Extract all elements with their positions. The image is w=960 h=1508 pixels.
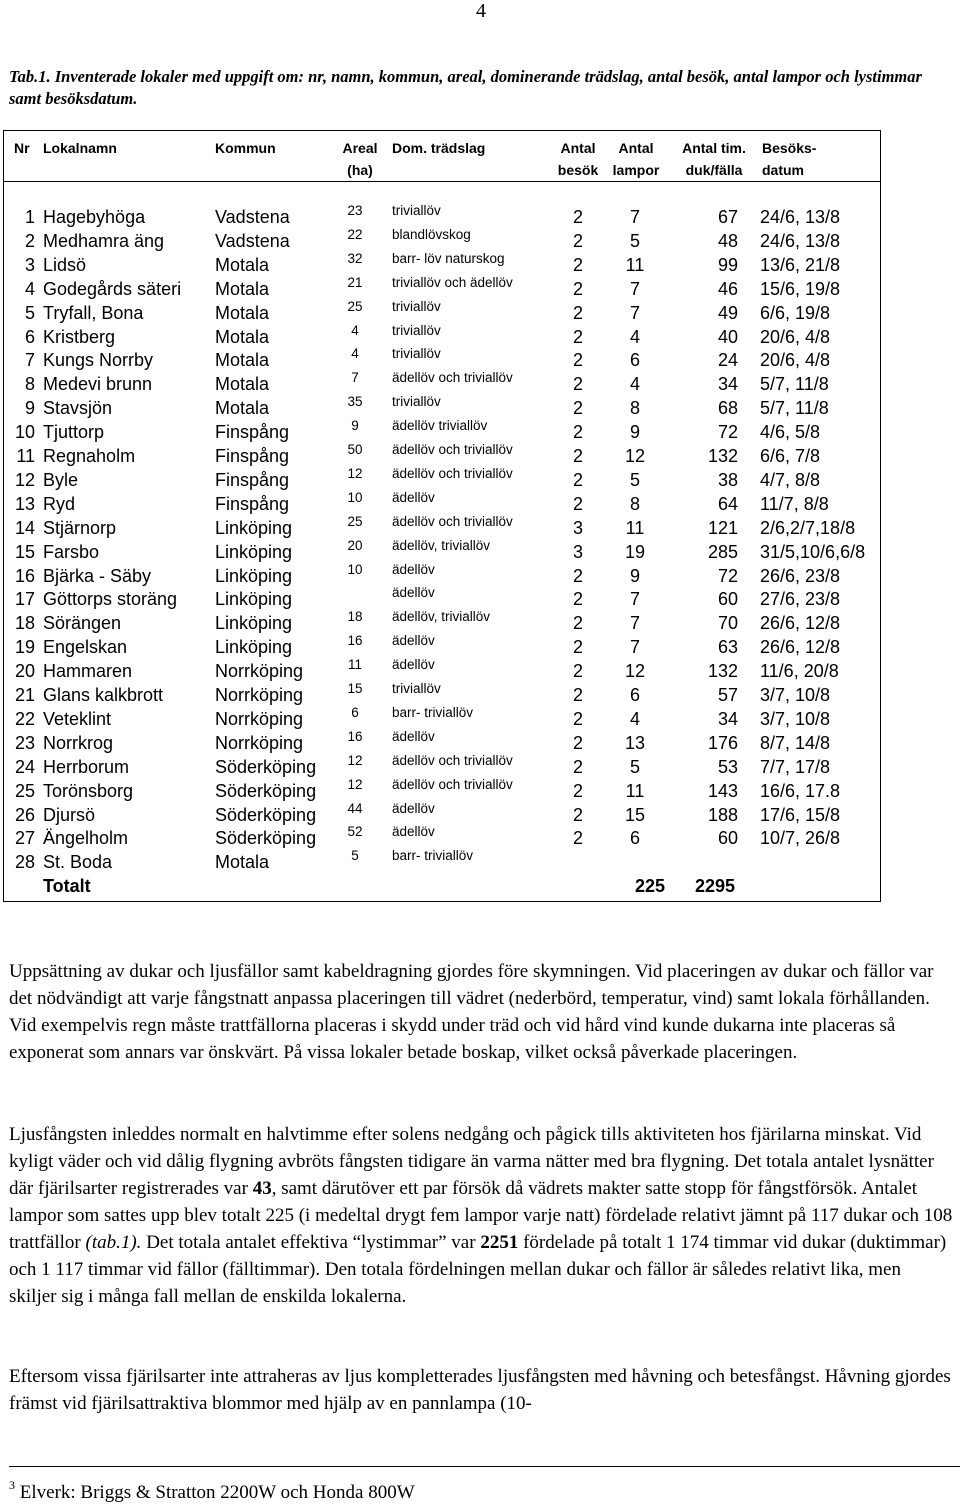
cell-tree: barr- triviallöv: [392, 848, 474, 864]
cell-nr: 15: [14, 541, 35, 562]
cell-datum: 24/6, 13/8: [760, 230, 841, 251]
page-number: 4: [476, 0, 486, 22]
table-row: [0, 561, 880, 588]
cell-lampor: 6: [629, 828, 640, 849]
cell-tim: 132: [707, 661, 738, 682]
cell-tim: 34: [717, 708, 738, 729]
cell-datum: 26/6, 23/8: [760, 565, 841, 586]
cell-nr: 5: [24, 302, 35, 323]
cell-lampor: 5: [629, 230, 640, 251]
cell-kommun: Linköping: [215, 589, 293, 610]
cell-besok: 2: [572, 398, 583, 419]
cell-areal: 4: [351, 322, 359, 338]
cell-tim: 48: [717, 230, 738, 251]
cell-kommun: Söderköping: [215, 828, 317, 849]
cell-tree: triviallöv: [392, 298, 441, 314]
cell-kommun: Motala: [215, 278, 270, 299]
cell-besok: 2: [572, 326, 583, 347]
cell-tim: 132: [707, 446, 738, 466]
cell-besok: 2: [572, 685, 583, 705]
cell-tree: triviallöv: [392, 203, 441, 218]
cell-nr: 8: [24, 374, 35, 395]
cell-lampor: 8: [629, 398, 640, 419]
cell-lampor: 6: [629, 350, 640, 371]
cell-datum: 6/6, 7/8: [760, 446, 821, 466]
cell-datum: 7/7, 17/8: [760, 756, 831, 777]
cell-areal: 5: [351, 848, 359, 864]
cell-nr: 6: [24, 326, 35, 347]
cell-besok: 2: [572, 469, 583, 490]
cell-tree: triviallöv: [392, 322, 441, 338]
cell-tree: ädellöv: [392, 489, 435, 505]
cell-name: Torönsborg: [43, 780, 134, 801]
paragraph-2-part-a: Ljusfångsten inleddes normalt en halvtimme efter solens nedgång och pågick tills aktiviteten hos fjärilarna minskat. Vid kyligt väder och vid dålig flygning avbröts fångsten tidigare än varma nätter med bra flygning. Det totala antalet lysnätter där fjärilsarter registrerades var: [9, 1124, 934, 1199]
cell-nr: 17: [14, 589, 35, 610]
cell-nr: 13: [14, 493, 35, 514]
cell-name: Bjärka - Säby: [43, 565, 152, 586]
cell-datum: 10/7, 26/8: [760, 828, 841, 849]
cell-tim: 60: [717, 828, 738, 849]
cell-besok: 2: [572, 756, 583, 777]
header-name: Lokalnamn: [43, 140, 117, 156]
cell-besok: 2: [572, 565, 583, 586]
cell-besok: 3: [572, 517, 583, 538]
header-besok-line1: Antal: [560, 140, 596, 156]
cell-nr: 12: [14, 469, 35, 490]
cell-lampor: 7: [629, 637, 640, 658]
cell-lampor: 19: [624, 541, 646, 562]
cell-kommun: Linköping: [215, 613, 293, 634]
cell-areal: 18: [347, 609, 363, 625]
cell-datum: 16/6, 17.8: [760, 780, 841, 801]
cell-nr: 26: [14, 804, 35, 825]
cell-name: Byle: [43, 469, 79, 490]
cell-areal: 10: [347, 489, 363, 505]
cell-nr: 25: [14, 780, 35, 801]
table-row: [0, 704, 880, 731]
cell-tree: ädellöv och triviallöv: [392, 513, 513, 529]
cell-kommun: Linköping: [215, 637, 293, 658]
cell-areal: 44: [347, 800, 363, 816]
cell-nr: 3: [24, 254, 35, 275]
cell-name: Norrkrog: [43, 732, 114, 753]
cell-tree: triviallöv: [392, 681, 441, 696]
cell-name: Ängelholm: [43, 828, 129, 849]
cell-tim: 49: [717, 302, 738, 323]
cell-name: Tryfall, Bona: [43, 302, 144, 323]
cell-nr: 7: [24, 350, 35, 371]
cell-areal: 22: [347, 226, 363, 242]
cell-tim: 60: [717, 589, 738, 610]
cell-areal: 9: [351, 418, 359, 434]
cell-name: Medhamra äng: [43, 230, 165, 251]
cell-datum: 26/6, 12/8: [760, 637, 841, 658]
cell-besok: 2: [572, 422, 583, 443]
cell-besok: 2: [572, 207, 583, 227]
cell-lampor: 4: [629, 326, 640, 347]
cell-tim: 57: [717, 685, 738, 705]
cell-areal: 12: [347, 752, 363, 768]
cell-lampor: 9: [629, 422, 640, 443]
cell-datum: 5/7, 11/8: [760, 374, 829, 395]
cell-name: Hammaren: [43, 661, 133, 682]
cell-besok: 2: [572, 661, 583, 682]
table-row: [0, 635, 880, 659]
cell-tim: 285: [707, 541, 738, 562]
table-row: [0, 611, 880, 635]
cell-areal: 23: [347, 203, 363, 218]
cell-datum: 11/7, 8/8: [760, 493, 829, 514]
footnote-rule: [9, 1466, 960, 1467]
cell-kommun: Motala: [215, 350, 270, 371]
cell-areal: 10: [347, 561, 363, 577]
cell-kommun: Motala: [215, 398, 270, 419]
cell-nr: 11: [16, 446, 35, 466]
cell-name: St. Boda: [43, 852, 113, 873]
cell-name: Medevi brunn: [43, 374, 153, 395]
cell-lampor: 7: [629, 278, 640, 299]
cell-lampor: 7: [629, 613, 640, 634]
cell-tree: triviallöv: [392, 394, 441, 410]
paragraph-2-part-e: Det totala antalet effektiva “lystimmar” var: [141, 1232, 481, 1253]
cell-lampor: 11: [625, 780, 645, 801]
cell-name: Engelskan: [43, 637, 128, 658]
paragraph-2-nights: 43: [252, 1178, 272, 1199]
cell-datum: 5/7, 11/8: [760, 398, 829, 419]
cell-tree: triviallöv: [392, 346, 441, 362]
cell-lampor: 12: [624, 446, 646, 466]
cell-name: Veteklint: [43, 708, 112, 729]
cell-kommun: Linköping: [215, 565, 293, 586]
table-caption: Tab.1. Inventerade lokaler med uppgift om: nr, namn, kommun, areal, dominerande trädslag, antal besök, antal lampor och lystimmar samt besöksdatum.: [9, 67, 922, 108]
cell-nr: 23: [14, 732, 35, 753]
cell-datum: 13/6, 21/8: [760, 254, 841, 275]
cell-datum: 20/6, 4/8: [760, 326, 831, 347]
cell-nr: 9: [24, 398, 35, 419]
cell-besok: 2: [572, 780, 583, 801]
footnote-text: Elverk: Briggs & Stratton 2200W och Honda 800W: [15, 1482, 415, 1503]
cell-areal: 15: [347, 681, 363, 696]
cell-name: Herrborum: [43, 756, 130, 777]
header-tim: [674, 137, 754, 181]
cell-lampor: 7: [629, 589, 640, 610]
cell-lampor: 12: [624, 661, 646, 682]
cell-besok: 2: [572, 350, 583, 371]
paragraph-3: Eftersom vissa fjärilsarter inte attraheras av ljus kompletterades ljusfångsten med håvning och betesfångst. Håvning gjordes främst vid fjärilsattraktiva blommor med hjälp av en pannlampa (10-: [9, 1366, 951, 1414]
cell-areal: 6: [351, 704, 359, 720]
cell-name: Farsbo: [43, 541, 100, 562]
cell-areal: 32: [347, 250, 363, 266]
cell-tim: 46: [717, 278, 738, 299]
cell-besok: 2: [572, 828, 583, 849]
cell-name: Lidsö: [43, 254, 87, 275]
cell-tree: ädellöv: [392, 824, 435, 840]
cell-kommun: Motala: [215, 374, 270, 395]
cell-nr: 19: [14, 637, 35, 658]
cell-tree: ädellöv: [392, 728, 435, 744]
cell-tim: 72: [717, 422, 738, 443]
cell-areal: 16: [347, 633, 363, 649]
cell-besok: 2: [572, 254, 583, 275]
cell-nr: 1: [24, 207, 35, 227]
cell-tree: ädellöv: [392, 633, 435, 649]
cell-tree: barr- triviallöv: [392, 704, 474, 720]
header-nr: Nr: [14, 140, 30, 156]
cell-name: Tjuttorp: [43, 422, 105, 443]
cell-tim: 53: [717, 756, 738, 777]
paragraph-2-table-ref: (tab.1).: [85, 1232, 142, 1253]
cell-besok: 2: [572, 613, 583, 634]
cell-nr: 18: [14, 613, 35, 634]
cell-nr: 2: [24, 230, 35, 251]
cell-nr: 16: [14, 565, 35, 586]
cell-tree: ädellöv: [392, 585, 435, 601]
cell-tree: ädellöv och triviallöv: [392, 442, 513, 457]
paragraph-2: [9, 1121, 953, 1310]
header-areal-line2: (ha): [347, 162, 373, 178]
cell-tree: triviallöv och ädellöv: [392, 274, 513, 290]
cell-tree: ädellöv och triviallöv: [392, 370, 513, 386]
cell-datum: 3/7, 10/8: [760, 685, 831, 705]
cell-areal: 4: [351, 346, 359, 362]
cell-datum: 24/6, 13/8: [760, 207, 841, 227]
cell-name: Stavsjön: [43, 398, 113, 419]
cell-tree: ädellöv, triviallöv: [392, 609, 491, 625]
cell-lampor: 9: [629, 565, 640, 586]
cell-tim: 38: [717, 469, 738, 490]
cell-lampor: 13: [624, 732, 646, 753]
cell-besok: 3: [572, 541, 583, 562]
cell-nr: 28: [14, 852, 35, 873]
cell-kommun: Söderköping: [215, 804, 317, 825]
cell-areal: 12: [347, 465, 363, 481]
cell-datum: 20/6, 4/8: [760, 350, 831, 371]
cell-areal: 11: [347, 657, 362, 673]
cell-tim: 68: [717, 398, 738, 419]
cell-lampor: 8: [629, 493, 640, 514]
cell-nr: 4: [24, 278, 35, 299]
cell-kommun: Finspång: [215, 493, 290, 514]
header-lampor-line2: lampor: [612, 162, 660, 178]
cell-kommun: Norrköping: [215, 661, 304, 682]
cell-besok: 2: [572, 493, 583, 514]
cell-besok: 2: [572, 230, 583, 251]
cell-datum: 6/6, 19/8: [760, 302, 831, 323]
paragraph-2-part-c: , samt därutöver ett par försök då vädrets makter satte stopp för fångstförsök. Antalet lampor som sattes upp blev totalt 225 (i medeltal drygt fem lampor varje natt) fördelade relativt jämnt på 117 dukar och 108 trattfällor: [9, 1178, 953, 1253]
cell-kommun: Vadstena: [215, 207, 290, 227]
header-divider: [3, 181, 881, 182]
cell-lampor: 5: [629, 756, 640, 777]
cell-tim: 176: [707, 732, 738, 753]
total-lampor: 225: [634, 876, 665, 896]
cell-besok: 2: [572, 732, 583, 753]
table-row: [0, 537, 880, 564]
cell-tree: ädellöv och triviallöv: [392, 776, 513, 792]
header-areal: [335, 137, 385, 181]
cell-tree: ädellöv: [392, 561, 435, 577]
cell-nr: 27: [14, 828, 35, 849]
total-tim: 2295: [694, 876, 735, 896]
cell-tree: ädellöv och triviallöv: [392, 752, 513, 768]
cell-datum: 11/6, 20/8: [760, 661, 839, 682]
cell-kommun: Norrköping: [215, 708, 304, 729]
cell-datum: 26/6, 12/8: [760, 613, 841, 634]
paragraph-2-lighthours: 2251: [480, 1232, 519, 1253]
cell-tim: 40: [717, 326, 738, 347]
cell-areal: 20: [347, 537, 363, 553]
cell-nr: 22: [14, 708, 35, 729]
cell-areal: 35: [347, 394, 363, 410]
cell-areal: 52: [347, 824, 363, 840]
header-tim-line1: Antal tim.: [682, 140, 746, 156]
cell-name: Kristberg: [43, 326, 116, 347]
cell-kommun: Söderköping: [215, 780, 317, 801]
header-kommun: Kommun: [215, 140, 276, 156]
table-row: [0, 850, 880, 874]
table-row: [0, 800, 880, 827]
cell-nr: 20: [14, 661, 35, 682]
cell-besok: 2: [572, 804, 583, 825]
cell-lampor: 4: [629, 708, 640, 729]
cell-areal: 7: [351, 370, 359, 386]
cell-lampor: 11: [625, 517, 645, 538]
cell-besok: 2: [572, 637, 583, 658]
cell-nr: 10: [14, 422, 35, 443]
paragraph-2-part-g: fördelade på totalt 1 174 timmar vid dukar (duktimmar) och 1 117 timmar vid fällor (fälltimmar). Den totala fördelningen mellan dukar och fällor är således relativt lika, men skiljer sig i många fall mellan de enskilda lokalerna.: [9, 1232, 947, 1307]
cell-kommun: Motala: [215, 852, 270, 873]
cell-kommun: Vadstena: [215, 230, 290, 251]
cell-name: Hagebyhöga: [43, 207, 146, 227]
cell-areal: 12: [347, 776, 363, 792]
cell-tim: 72: [717, 565, 738, 586]
cell-areal: 50: [347, 442, 363, 457]
cell-besok: 2: [572, 589, 583, 610]
header-lampor-line1: Antal: [618, 140, 654, 156]
header-tree: Dom. trädslag: [392, 140, 486, 156]
cell-tim: 67: [717, 207, 738, 227]
cell-besok: 2: [572, 278, 583, 299]
cell-name: Godegårds säteri: [43, 278, 182, 299]
total-label: Totalt: [43, 876, 91, 896]
cell-name: Stjärnorp: [43, 517, 117, 538]
header-besok: [552, 137, 604, 181]
cell-name: Ryd: [43, 493, 76, 514]
cell-lampor: 11: [625, 254, 645, 275]
cell-name: Kungs Norrby: [43, 350, 154, 371]
cell-tim: 121: [707, 517, 738, 538]
cell-kommun: Söderköping: [215, 756, 317, 777]
cell-kommun: Finspång: [215, 446, 290, 466]
cell-tree: ädellöv triviallöv: [392, 418, 488, 434]
cell-datum: 17/6, 15/8: [760, 804, 841, 825]
cell-tim: 99: [717, 254, 738, 275]
cell-tree: barr- löv naturskog: [392, 250, 505, 266]
header-datum-line1: Besöks-: [762, 140, 817, 156]
cell-areal: 21: [347, 274, 363, 290]
cell-tree: ädellöv: [392, 657, 435, 673]
cell-lampor: 6: [629, 685, 640, 705]
cell-tim: 188: [707, 804, 738, 825]
cell-tree: ädellöv och triviallöv: [392, 465, 513, 481]
cell-besok: 2: [572, 446, 583, 466]
cell-besok: 2: [572, 374, 583, 395]
cell-tree: ädellöv, triviallöv: [392, 537, 491, 553]
cell-nr: 24: [14, 756, 35, 777]
header-besok-line2: besök: [557, 162, 599, 178]
cell-besok: 2: [572, 708, 583, 729]
cell-datum: 8/7, 14/8: [760, 732, 831, 753]
cell-lampor: 7: [629, 302, 640, 323]
cell-tree: ädellöv: [392, 800, 435, 816]
cell-name: Glans kalkbrott: [43, 685, 164, 705]
header-areal-line1: Areal: [342, 140, 378, 156]
cell-name: Djursö: [43, 804, 96, 825]
cell-datum: 27/6, 23/8: [760, 589, 841, 610]
cell-kommun: Motala: [215, 302, 270, 323]
cell-tim: 64: [717, 493, 738, 514]
cell-datum: 15/6, 19/8: [760, 278, 841, 299]
cell-nr: 21: [14, 685, 35, 705]
cell-datum: 4/6, 5/8: [760, 422, 821, 443]
cell-lampor: 15: [624, 804, 646, 825]
footnote: [9, 1470, 415, 1508]
cell-besok: 2: [572, 302, 583, 323]
cell-kommun: Linköping: [215, 517, 293, 538]
cell-kommun: Norrköping: [215, 732, 304, 753]
cell-areal: 16: [347, 728, 363, 744]
header-lampor: [608, 137, 664, 181]
cell-datum: 4/7, 8/8: [760, 469, 821, 490]
cell-kommun: Finspång: [215, 422, 290, 443]
cell-name: Sörängen: [43, 613, 122, 634]
cell-lampor: 7: [629, 207, 640, 227]
cell-tim: 34: [717, 374, 738, 395]
cell-datum: 2/6,2/7,18/8: [760, 517, 856, 538]
cell-lampor: 5: [629, 469, 640, 490]
cell-datum: 3/7, 10/8: [760, 708, 831, 729]
cell-kommun: Linköping: [215, 541, 293, 562]
cell-tim: 70: [717, 613, 738, 634]
cell-kommun: Motala: [215, 326, 270, 347]
cell-name: Göttorps storäng: [43, 589, 178, 610]
cell-name: Regnaholm: [43, 446, 136, 466]
cell-nr: 14: [14, 517, 35, 538]
header-datum: [762, 137, 816, 181]
header-tim-line2: duk/fälla: [685, 162, 743, 178]
cell-areal: 25: [347, 513, 363, 529]
table-row: [0, 465, 880, 492]
cell-datum: 31/5,10/6,6/8: [760, 541, 866, 562]
table-row: [0, 776, 880, 803]
cell-tim: 143: [707, 780, 738, 801]
cell-tim: 24: [717, 350, 738, 371]
cell-tim: 63: [717, 637, 738, 658]
footnote-marker: 3: [9, 1478, 15, 1492]
cell-areal: 25: [347, 298, 363, 314]
cell-lampor: 4: [629, 374, 640, 395]
cell-tree: blandlövskog: [392, 226, 471, 242]
cell-kommun: Norrköping: [215, 685, 304, 705]
paragraph-1: Uppsättning av dukar och ljusfällor samt kabeldragning gjordes före skymningen. Vid placeringen av dukar och fällor var det nödvändigt att varje fångstnatt anpassa placeringen till vädret (nederbörd, temperatur, vind) samt lokala förhållanden. Vid exempelvis regn måste trattfällorna placeras i skydd under träd och vid hård vind kunde dukarna inte placeras så exponerat som annars var önskvärt. På vissa lokaler betade boskap, vilket också påverkade placeringen.: [9, 961, 934, 1063]
cell-kommun: Motala: [215, 254, 270, 275]
cell-kommun: Finspång: [215, 469, 290, 490]
header-datum-line2: datum: [762, 162, 804, 178]
